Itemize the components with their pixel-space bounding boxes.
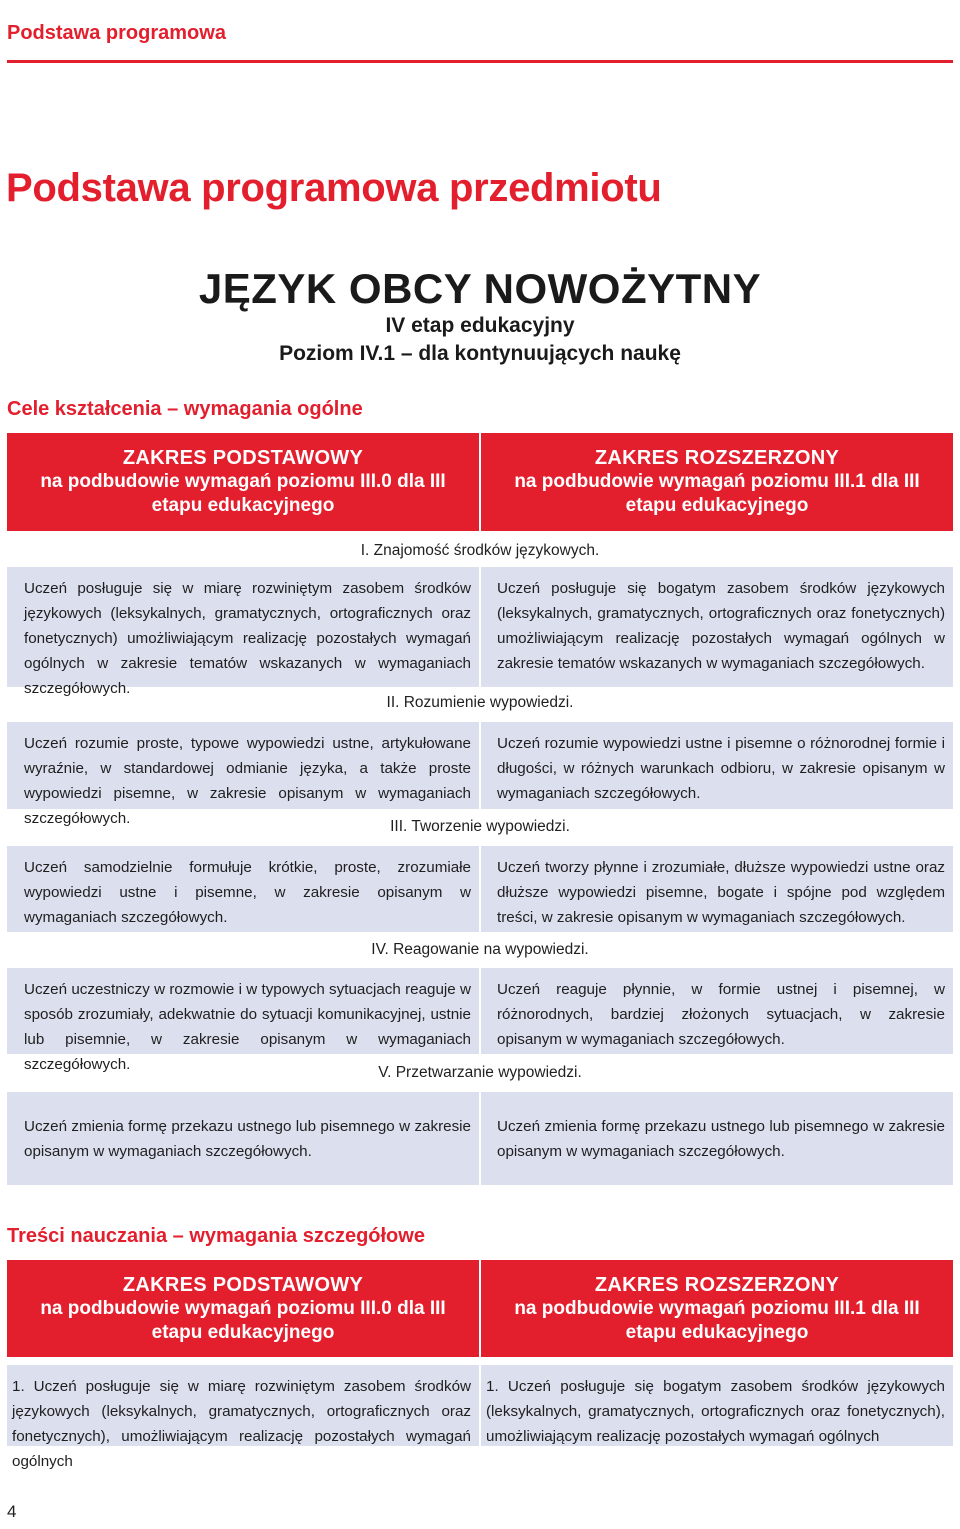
header-line: na podbudowie wymagań poziomu III.1 dla III: [514, 1297, 920, 1319]
topic-label: I. Znajomość środków językowych.: [360, 542, 600, 559]
topic-basic-text: Uczeń posługuje się w miarę rozwiniętym zasobem środków językowych (leksykalnych, gramatycznych, ortograficznych oraz fonetycznych) umożliwiającym realizację pozostałych wymagań ogólnych w zakresie tematów wskazanych w wymaganiach szczegółowych.: [7, 567, 479, 687]
running-header: Podstawa programowa: [7, 22, 226, 44]
goals-table: [7, 433, 953, 1185]
topic-extended-text: Uczeń tworzy płynne i zrozumiałe, dłuższe wypowiedzi ustne oraz dłuższe wypowiedzi pisemne, bogate i spójne pod względem treści, w zakresie opisanym w wymaganiach szczegółowych.: [481, 846, 953, 932]
header-title: ZAKRES ROZSZERZONY: [594, 447, 840, 469]
content-header-extended: [481, 1260, 953, 1357]
page-title: Podstawa programowa przedmiotu: [6, 166, 662, 210]
header-title: ZAKRES ROZSZERZONY: [594, 1273, 840, 1296]
topic-extended-text: Uczeń rozumie wypowiedzi ustne i pisemne o różnorodnej formie i długości, w różnych warunkach odbioru, w zakresie opisanym w wymaganiach szczegółowych.: [481, 722, 953, 809]
header-line: etapu edukacyjnego: [151, 495, 335, 516]
goals-header-basic: [7, 433, 479, 531]
header-line: na podbudowie wymagań poziomu III.1 dla III: [514, 471, 920, 492]
topic-label: V. Przetwarzanie wypowiedzi.: [378, 1064, 582, 1081]
goals-header-extended: [481, 433, 953, 531]
topic-label: II. Rozumienie wypowiedzi.: [386, 694, 574, 711]
subject-title: JĘZYK OBCY NOWOŻYTNY: [198, 265, 762, 312]
topic-basic-text: Uczeń samodzielnie formułuje krótkie, proste, zrozumiałe wypowiedzi ustne i pisemne, w zakresie opisanym w wymaganiach szczegółowych.: [7, 846, 479, 932]
subject-stage: IV etap edukacyjny: [385, 314, 575, 337]
subject-block: [0, 266, 960, 368]
header-line: na podbudowie wymagań poziomu III.0 dla III: [40, 471, 446, 492]
content-table: [7, 1260, 953, 1470]
topic-extended-text: Uczeń posługuje się bogatym zasobem środków językowych (leksykalnych, gramatycznych, ortograficznych oraz fonetycznych) umożliwiającym realizację pozostałych wymagań ogólnych w zakresie tematów wskazanych w wymaganiach szczegółowych.: [481, 567, 953, 687]
header-title: ZAKRES PODSTAWOWY: [122, 1273, 364, 1296]
topic-extended-text: Uczeń zmienia formę przekazu ustnego lub pisemnego w zakresie opisanym w wymaganiach szczegółowych.: [481, 1092, 953, 1185]
header-title: ZAKRES PODSTAWOWY: [122, 447, 364, 469]
subject-level: Poziom IV.1 – dla kontynuujących naukę: [279, 342, 681, 365]
content-header-basic: [7, 1260, 479, 1357]
content-heading: Treści nauczania – wymagania szczegółowe: [7, 1225, 425, 1247]
goals-heading: Cele kształcenia – wymagania ogólne: [7, 398, 363, 420]
topic-extended-text: Uczeń reaguje płynnie, w formie ustnej i pisemnej, w różnorodnych, bardziej złożonych sytuacjach, w zakresie opisanym w wymaganiach szczegółowych.: [481, 968, 953, 1054]
topic-basic-text: Uczeń rozumie proste, typowe wypowiedzi ustne, artykułowane wyraźnie, w standardowej odmianie języka, a także proste wypowiedzi pisemne, w zakresie opisanym w wymaganiach szczegółowych.: [7, 722, 479, 809]
page-number: 4: [7, 1502, 17, 1521]
topic-basic-text: Uczeń zmienia formę przekazu ustnego lub pisemnego w zakresie opisanym w wymaganiach szczegółowych.: [7, 1092, 479, 1185]
content-item-extended: 1. Uczeń posługuje się bogatym zasobem środków językowych (leksykalnych, gramatycznych, ortograficznych oraz fonetycznych), umożliwiającym realizację pozostałych wymagań ogólnych: [481, 1365, 953, 1446]
topic-label: III. Tworzenie wypowiedzi.: [390, 818, 570, 835]
header-line: etapu edukacyjnego: [625, 1321, 809, 1343]
topic-basic-text: Uczeń uczestniczy w rozmowie i w typowych sytuacjach reaguje w sposób zrozumiały, adekwatnie do sytuacji komunikacyjnej, ustnie lub pisemnie, w zakresie opisanym w wymaganiach szczegółowych.: [7, 968, 479, 1054]
header-rule: [7, 60, 953, 63]
header-line: etapu edukacyjnego: [151, 1321, 335, 1343]
content-item-basic: 1. Uczeń posługuje się w miarę rozwiniętym zasobem środków językowych (leksykalnych, gramatycznych, ortograficznych oraz fonetycznych), umożliwiającym realizację pozostałych wymagań ogólnych: [7, 1365, 479, 1446]
header-line: na podbudowie wymagań poziomu III.0 dla III: [40, 1297, 446, 1319]
topic-label: IV. Reagowanie na wypowiedzi.: [371, 941, 589, 958]
header-line: etapu edukacyjnego: [625, 495, 809, 516]
